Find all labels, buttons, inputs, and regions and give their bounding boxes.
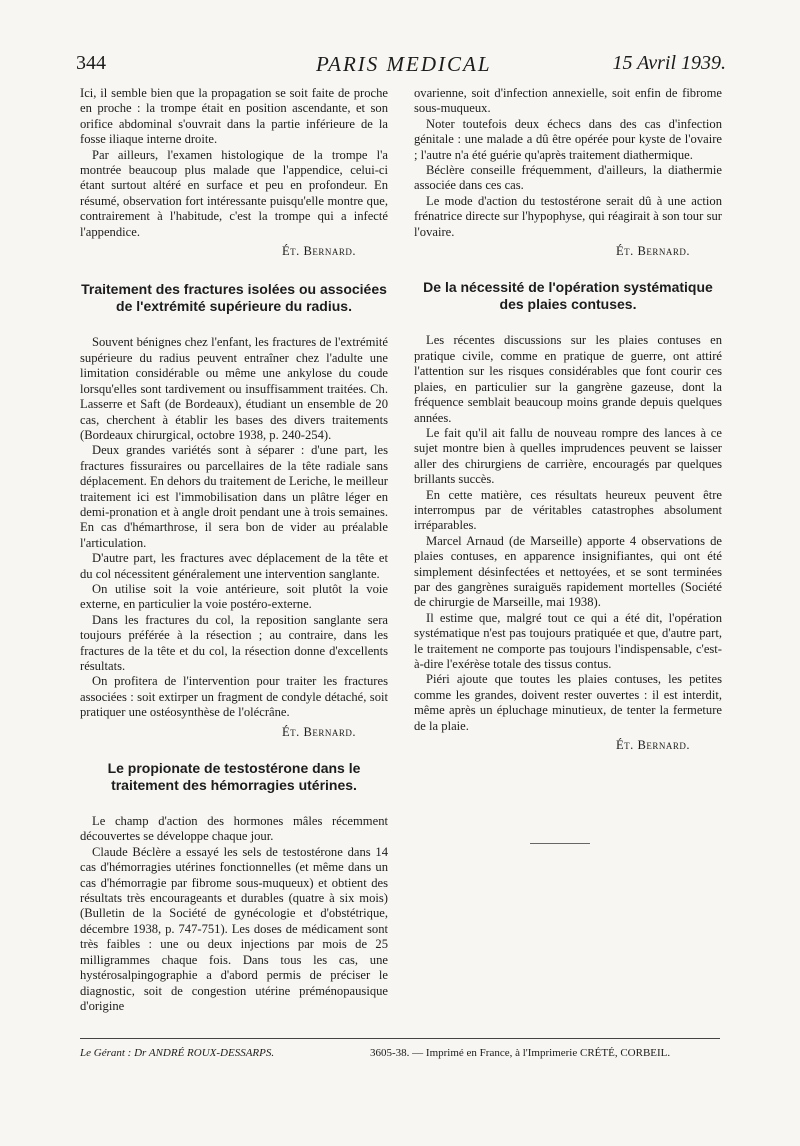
paragraph: Dans les fractures du col, la reposition sanglante sera toujours préférée à la résection ; au contraire, dans les fractures de la tête et du col, la résection donne d'excellents résultats. <box>80 612 388 673</box>
paragraph: Il estime que, malgré tout ce qui a été dit, l'opération systématique n'est pas toujours pratiquée et que, d'autre part, le traitement ne comporte pas toujours l'indispensable, c'est-à-dire l'exérèse totale des tissus contus. <box>414 610 722 671</box>
paragraph: Par ailleurs, l'examen histologique de la trompe l'a montrée beaucoup plus malade que l'appendice, celui-ci étant surtout altéré en surface et peu en profondeur. En résumé, observation fort intéressante puisqu'elle montre que, contrairement à l'habitude, c'est la trompe qui a infecté l'appendice. <box>80 147 388 239</box>
section-divider <box>530 843 590 844</box>
page-number: 344 <box>76 52 106 74</box>
paragraph: Le fait qu'il ait fallu de nouveau rompre des lances à ce sujet montre bien à quelles imprudences peuvent se laisser aller des chirurgiens de carrière, encouragés par quelques brillants succès. <box>414 425 722 487</box>
signature: Ét. Bernard. <box>281 244 356 259</box>
paragraph: Souvent bénignes chez l'enfant, les fractures de l'extrémité supérieure du radius peuvent entraîner chez l'adulte une limitation considérable ou même une ankylose du coude lorsqu'elles sont tardivement ou insuffisamment traitées. Ch. Lasserre et Saft (de Bordeaux), étudiant un ensemble de 20 cas, cherchent à établir les bases des divers traitements (Bordeaux chirurgical, octobre 1938, p. 240-254). <box>80 335 388 442</box>
publisher-manager: Le Gérant : Dr ANDRÉ ROUX-DESSARPS. <box>80 1047 275 1059</box>
paragraph: En cette matière, ces résultats heureux peuvent être interrompus par de véritables catastrophes absolument irréparables. <box>414 487 722 533</box>
paragraph: Béclère conseille fréquemment, d'ailleurs, la diathermie associée dans ces cas. <box>414 163 722 193</box>
paragraph: Deux grandes variétés sont à séparer : d'une part, les fractures fissuraires ou parcellaires de la tête radiale sans déplacement. En dehors du traitement de Leriche, le meilleur traitement ici est l'immobilisation dans un plâtre léger en demi-pronation et à angle droit pendant une à trois semaines. En cas d'hémarthrose, il sera bon de vider au préalable l'articulation. <box>80 443 388 550</box>
paragraph: D'autre part, les fractures avec déplacement de la tête et du col nécessitent généralement une intervention sanglante. <box>80 551 388 581</box>
paragraph: Marcel Arnaud (de Marseille) apporte 4 observations de plaies contuses, en apparence insignifiantes, qui ont été simplement désinfectées et nettoyées, et se sont terminées par des gangrènes suraiguës rapidement mortelles (Société de chirurgie de Marseille, mai 1938). <box>414 533 722 610</box>
paragraph: Noter toutefois deux échecs dans des cas d'infection génitale : une malade a dû être opérée pour kyste de l'ovaire ; l'autre n'a été guérie qu'après traitement diathermique. <box>414 116 722 162</box>
article-title: De la nécessité de l'opération systématique des plaies contuses. <box>423 279 713 313</box>
article-title: Le propionate de testostérone dans le traitement des hémorragies utérines. <box>107 760 361 794</box>
paragraph: Ici, il semble bien que la propagation se soit faite de proche en proche : la trompe était en position ascendante, et son orifice abdominal s'ouvrait dans la partie inférieure de la fosse iliaque interne droite. <box>80 86 388 147</box>
article-title: Traitement des fractures isolées ou associées de l'extrémité supérieure du radius. <box>81 281 387 315</box>
signature: Ét. Bernard. <box>615 738 690 753</box>
paragraph: Le champ d'action des hormones mâles récemment découvertes se développe chaque jour. <box>80 814 388 844</box>
paragraph: Les récentes discussions sur les plaies contuses en pratique civile, comme en pratique de guerre, ont attiré l'attention sur les risques considérables que font courir ces plaies, en particulier sur la gangrène gazeuse, dont la fréquence semblait beaucoup moins grande depuis quelques années. <box>414 333 722 425</box>
left-column <box>80 86 388 1014</box>
issue-date: 15 Avril 1939. <box>612 52 726 74</box>
printer-line: 3605-38. — Imprimé en France, à l'Imprimerie CRÉTÉ, CORBEIL. <box>370 1047 671 1059</box>
paragraph: Le mode d'action du testostérone serait dû à une action frénatrice directe sur l'hypophyse, qui réagirait à son tour sur l'ovaire. <box>414 193 722 239</box>
paragraph: Piéri ajoute que toutes les plaies contuses, les petites comme les grandes, doivent rester ouvertes : il est interdit, même après un épluchage minutieux, de tenter la fermeture de la plaie. <box>414 672 722 733</box>
paragraph: On profitera de l'intervention pour traiter les fractures associées : soit extirper un fragment de condyle détaché, soit pratiquer une ostéosynthèse de l'olécrâne. <box>80 674 388 720</box>
paragraph: On utilise soit la voie antérieure, soit plutôt la voie externe, en particulier la voie postéro-externe. <box>80 581 388 612</box>
signature: Ét. Bernard. <box>615 244 690 259</box>
signature: Ét. Bernard. <box>281 724 356 739</box>
paragraph: ovarienne, soit d'infection annexielle, soit enfin de fibrome sous-muqueux. <box>414 86 722 116</box>
journal-title: PARIS MEDICAL <box>316 52 492 76</box>
paragraph: Claude Béclère a essayé les sels de testostérone dans 14 cas d'hémorragies utérines fonctionnelles (et même dans un cas d'hémorragie par fibrome sous-muqueux) et obtient des résultats très encourageants et durables (quatre à six mois) (Bulletin de la Société de gynécologie et d'obstétrique, décembre 1938, p. 747-751). Les doses de médicament sont très faibles : une ou deux injections par mois de 25 milligrammes chaque fois. Dans tous les cas, une hystérosalpingographie a d'abord permis de préciser le diagnostic, soit de congestion utérine préménopausique d'origine <box>80 844 388 1013</box>
page-footer <box>80 1038 720 1059</box>
right-column <box>414 86 722 753</box>
